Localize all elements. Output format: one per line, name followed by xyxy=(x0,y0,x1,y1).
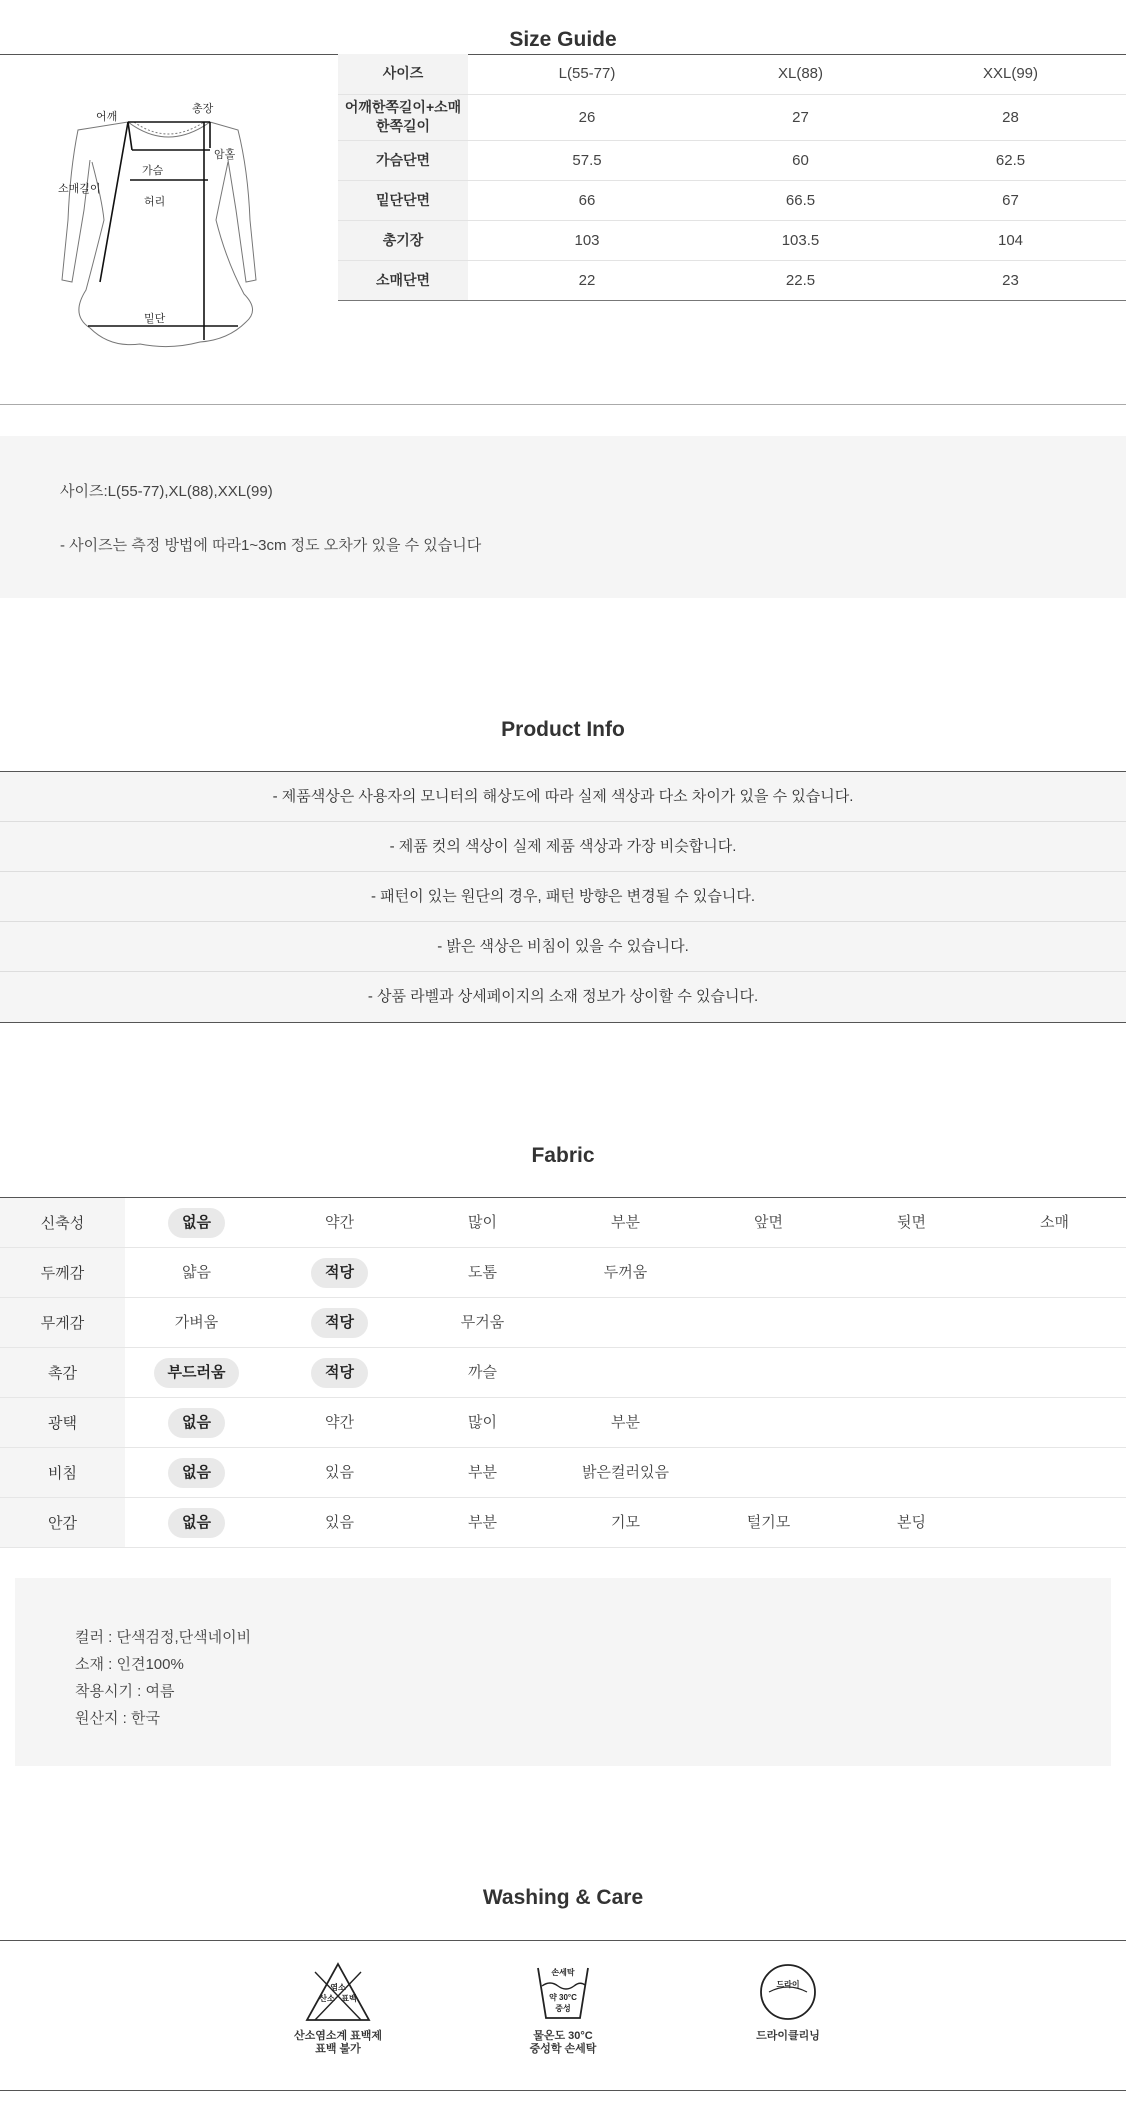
label-hem: 밑단 xyxy=(144,312,166,325)
fabric-option-cell xyxy=(697,1398,840,1448)
care-caption-line: 중성학 손세탁 xyxy=(529,2043,597,2055)
size-row xyxy=(338,94,1126,140)
fabric-option: 털기모 xyxy=(746,1513,791,1531)
fabric-detail-line: 원산지 : 한국 xyxy=(75,1710,160,1727)
fabric-option-cell xyxy=(554,1398,697,1448)
fabric-option-cell xyxy=(554,1498,697,1548)
fabric-option: 두꺼움 xyxy=(603,1263,648,1281)
fabric-option-cell xyxy=(411,1298,554,1348)
dry-clean-icon xyxy=(753,1960,823,2026)
fabric-detail-line: 컬러 : 단색검정,단색네이비 xyxy=(75,1629,252,1646)
no-bleach-symbol-text: 염소 xyxy=(330,1983,346,1992)
size-cell: 104 xyxy=(895,220,1126,260)
size-row-label-line: 한쪽길이 xyxy=(375,118,431,134)
fabric-detail-line: 소재 : 인견100% xyxy=(75,1656,184,1673)
fabric-option-cell xyxy=(268,1248,411,1298)
fabric-option-cell xyxy=(125,1248,268,1298)
fabric-option-cell xyxy=(411,1398,554,1448)
fabric-option-selected: 없음 xyxy=(168,1408,225,1438)
fabric-row-label: 광택 xyxy=(0,1398,125,1448)
fabric-row-label: 안감 xyxy=(0,1498,125,1548)
size-header-cell: 사이즈 xyxy=(338,54,468,94)
fabric-option-cell xyxy=(125,1448,268,1498)
fabric-option-cell xyxy=(411,1498,554,1548)
fabric-details-box xyxy=(15,1578,1111,1766)
fabric-option-cell xyxy=(554,1198,697,1248)
fabric-option: 부분 xyxy=(611,1413,640,1431)
size-cell: 23 xyxy=(895,260,1126,300)
fabric-option-cell xyxy=(268,1298,411,1348)
fabric-option-cell xyxy=(983,1498,1126,1548)
fabric-title: Fabric xyxy=(531,1144,595,1167)
fabric-option-cell xyxy=(983,1448,1126,1498)
size-guide-title: Size Guide xyxy=(509,28,617,51)
size-cell: 66 xyxy=(468,180,706,220)
size-cell: 22.5 xyxy=(706,260,895,300)
fabric-option-selected: 없음 xyxy=(168,1458,225,1488)
care-caption xyxy=(503,2030,623,2056)
label-total-length: 총장 xyxy=(192,102,214,115)
care-caption-line: 표백 불가 xyxy=(315,2043,361,2055)
fabric-option: 있음 xyxy=(325,1513,354,1531)
fabric-option: 기모 xyxy=(611,1513,640,1531)
fabric-option: 앞면 xyxy=(754,1213,783,1231)
fabric-option-selected: 적당 xyxy=(311,1258,368,1288)
product-info-item: - 상품 라벨과 상세페이지의 소재 정보가 상이할 수 있습니다. xyxy=(0,972,1126,1022)
fabric-option: 많이 xyxy=(468,1413,497,1431)
fabric-option-cell xyxy=(697,1198,840,1248)
fabric-row xyxy=(0,1298,1126,1348)
fabric-option: 부분 xyxy=(468,1463,497,1481)
fabric-option-cell xyxy=(554,1448,697,1498)
fabric-option: 약간 xyxy=(325,1213,354,1231)
fabric-option-cell xyxy=(411,1248,554,1298)
fabric-option-cell xyxy=(840,1498,983,1548)
fabric-option: 까슬 xyxy=(468,1363,497,1381)
fabric-option-cell xyxy=(697,1448,840,1498)
fabric-option-cell xyxy=(697,1498,840,1548)
care-item xyxy=(728,1960,848,2043)
fabric-detail-line: 착용시기 : 여름 xyxy=(75,1683,175,1700)
hand-wash-icon xyxy=(528,1960,598,2026)
product-info-list xyxy=(0,771,1126,1023)
hand-wash-symbol-text: 약 30°C xyxy=(549,1993,577,2002)
size-row-label xyxy=(338,94,468,140)
fabric-row-label: 무게감 xyxy=(0,1298,125,1348)
size-cell: 22 xyxy=(468,260,706,300)
fabric-option: 있음 xyxy=(325,1463,354,1481)
size-row-label: 가슴단면 xyxy=(338,140,468,180)
size-row-label: 밑단단면 xyxy=(338,180,468,220)
fabric-option-cell xyxy=(840,1448,983,1498)
fabric-option-cell xyxy=(411,1198,554,1248)
fabric-option-cell xyxy=(554,1298,697,1348)
fabric-option-selected: 없음 xyxy=(168,1508,225,1538)
size-table xyxy=(338,54,1126,301)
size-note-line: 사이즈:L(55-77),XL(88),XXL(99) xyxy=(60,483,273,500)
size-note-box xyxy=(0,436,1126,598)
washing-care-title: Washing & Care xyxy=(482,1886,644,1909)
label-armhole: 암홀 xyxy=(214,148,236,161)
label-shoulder: 어깨 xyxy=(96,110,118,123)
fabric-option-cell xyxy=(411,1348,554,1398)
fabric-option-selected: 부드러움 xyxy=(154,1358,240,1388)
care-item xyxy=(278,1960,398,2056)
care-caption: 드라이클리닝 xyxy=(756,2030,820,2042)
fabric-row xyxy=(0,1348,1126,1398)
fabric-option-cell xyxy=(983,1248,1126,1298)
size-cell: 57.5 xyxy=(468,140,706,180)
divider xyxy=(0,1940,1126,1941)
size-row-label: 소매단면 xyxy=(338,260,468,300)
size-cell: 60 xyxy=(706,140,895,180)
care-caption xyxy=(278,2030,398,2056)
size-header-row xyxy=(338,54,1126,94)
size-header-cell: XL(88) xyxy=(706,54,895,94)
fabric-option-cell xyxy=(697,1248,840,1298)
size-row xyxy=(338,140,1126,180)
fabric-option-cell xyxy=(411,1448,554,1498)
size-row-label: 총기장 xyxy=(338,220,468,260)
size-header-cell: XXL(99) xyxy=(895,54,1126,94)
fabric-row-label: 촉감 xyxy=(0,1348,125,1398)
size-cell: 28 xyxy=(895,94,1126,140)
fabric-option-cell xyxy=(983,1398,1126,1448)
hand-wash-symbol-text: 중성 xyxy=(555,2004,571,2013)
fabric-option-cell xyxy=(983,1198,1126,1248)
size-row xyxy=(338,220,1126,260)
fabric-option-cell xyxy=(125,1298,268,1348)
care-caption-line: 산소염소계 표백제 xyxy=(293,2030,383,2042)
fabric-option-selected: 없음 xyxy=(168,1208,225,1238)
fabric-option: 얇음 xyxy=(182,1263,211,1281)
fabric-row xyxy=(0,1498,1126,1548)
dry-clean-symbol-text: 드라이 xyxy=(776,1980,800,1989)
fabric-option: 밝은컬러있음 xyxy=(582,1463,669,1481)
fabric-option-cell xyxy=(125,1398,268,1448)
fabric-option: 도톰 xyxy=(468,1263,497,1281)
garment-size-diagram xyxy=(50,90,280,370)
fabric-row-label: 두께감 xyxy=(0,1248,125,1298)
fabric-option-cell xyxy=(268,1398,411,1448)
fabric-option-cell xyxy=(840,1248,983,1298)
label-sleeve-length: 소매길이 xyxy=(58,182,101,195)
fabric-option-cell xyxy=(697,1348,840,1398)
size-note-line: - 사이즈는 측정 방법에 따라1~3cm 정도 오차가 있을 수 있습니다 xyxy=(60,537,482,554)
fabric-option-cell xyxy=(697,1298,840,1348)
fabric-option: 본딩 xyxy=(897,1513,926,1531)
product-info-item: - 패턴이 있는 원단의 경우, 패턴 방향은 변경될 수 있습니다. xyxy=(0,872,1126,922)
size-cell: 66.5 xyxy=(706,180,895,220)
fabric-option-cell xyxy=(268,1448,411,1498)
size-row xyxy=(338,180,1126,220)
fabric-option-cell xyxy=(125,1498,268,1548)
product-info-title: Product Info xyxy=(501,718,625,741)
fabric-option-cell xyxy=(840,1198,983,1248)
product-info-item: - 제품 컷의 색상이 실제 제품 색상과 가장 비슷합니다. xyxy=(0,822,1126,872)
no-bleach-symbol-text: 표백 xyxy=(341,1994,357,2003)
fabric-option-cell xyxy=(840,1398,983,1448)
fabric-option-cell xyxy=(983,1348,1126,1398)
care-caption-line: 물온도 30°C xyxy=(533,2030,593,2042)
fabric-row xyxy=(0,1198,1126,1248)
size-cell: 26 xyxy=(468,94,706,140)
fabric-option: 무거움 xyxy=(460,1313,505,1331)
fabric-option: 부분 xyxy=(468,1513,497,1531)
hand-wash-symbol-text: 손세탁 xyxy=(551,1968,575,1977)
fabric-option: 약간 xyxy=(325,1413,354,1431)
divider xyxy=(0,2090,1126,2091)
size-cell: 62.5 xyxy=(895,140,1126,180)
no-bleach-symbol-text: 산소 xyxy=(319,1994,335,2003)
divider xyxy=(0,404,1126,405)
fabric-option-cell xyxy=(125,1198,268,1248)
fabric-option-selected: 적당 xyxy=(311,1308,368,1338)
size-header-cell: L(55-77) xyxy=(468,54,706,94)
size-cell: 67 xyxy=(895,180,1126,220)
label-chest: 가슴 xyxy=(142,164,164,177)
fabric-row xyxy=(0,1398,1126,1448)
size-cell: 27 xyxy=(706,94,895,140)
fabric-option: 소매 xyxy=(1040,1213,1069,1231)
fabric-option-cell xyxy=(268,1498,411,1548)
fabric-row xyxy=(0,1248,1126,1298)
product-info-item: - 밝은 색상은 비침이 있을 수 있습니다. xyxy=(0,922,1126,972)
fabric-option-cell xyxy=(840,1298,983,1348)
fabric-row-label: 비침 xyxy=(0,1448,125,1498)
fabric-option-cell xyxy=(268,1198,411,1248)
product-info-item: - 제품색상은 사용자의 모니터의 해상도에 따라 실제 색상과 다소 차이가 있을 수 있습니다. xyxy=(0,772,1126,822)
label-waist: 허리 xyxy=(144,195,166,208)
fabric-row-label: 신축성 xyxy=(0,1198,125,1248)
fabric-table xyxy=(0,1197,1126,1548)
fabric-option: 뒷면 xyxy=(897,1213,926,1231)
size-row xyxy=(338,260,1126,300)
no-bleach-icon xyxy=(303,1960,373,2026)
fabric-option-cell xyxy=(554,1348,697,1398)
fabric-option: 많이 xyxy=(468,1213,497,1231)
fabric-option-cell xyxy=(125,1348,268,1398)
fabric-option-cell xyxy=(983,1298,1126,1348)
size-row-label-line: 어깨한쪽길이+소매 xyxy=(344,99,462,115)
fabric-option: 부분 xyxy=(611,1213,640,1231)
care-item xyxy=(503,1960,623,2056)
fabric-option: 가벼움 xyxy=(174,1313,219,1331)
fabric-option-cell xyxy=(268,1348,411,1398)
size-cell: 103.5 xyxy=(706,220,895,260)
fabric-row xyxy=(0,1448,1126,1498)
size-cell: 103 xyxy=(468,220,706,260)
fabric-option-selected: 적당 xyxy=(311,1358,368,1388)
fabric-option-cell xyxy=(840,1348,983,1398)
fabric-option-cell xyxy=(554,1248,697,1298)
